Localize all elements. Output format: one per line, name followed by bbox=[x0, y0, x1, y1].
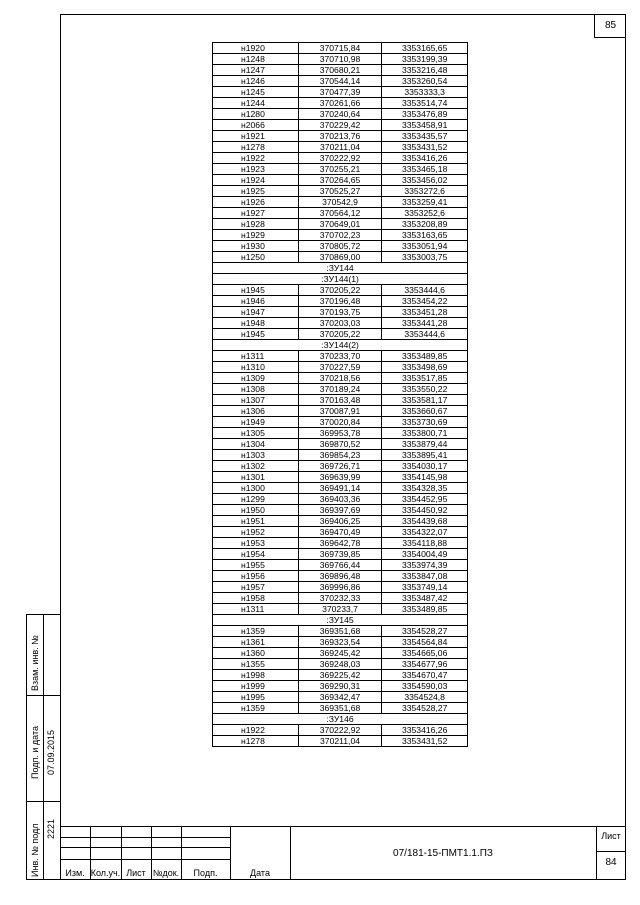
y-coordinate-cell: 3353051,94 bbox=[382, 241, 468, 252]
table-row bbox=[213, 571, 468, 582]
point-id-cell: н1995 bbox=[213, 692, 299, 703]
table-row bbox=[213, 637, 468, 648]
point-id-cell: н1926 bbox=[213, 197, 299, 208]
y-coordinate-cell: 3353879,44 bbox=[382, 439, 468, 450]
x-coordinate-cell: 369470,49 bbox=[298, 527, 382, 538]
x-coordinate-cell: 369642,78 bbox=[298, 538, 382, 549]
table-row bbox=[213, 692, 468, 703]
x-coordinate-cell: 370163,48 bbox=[298, 395, 382, 406]
x-coordinate-cell: 369351,68 bbox=[298, 703, 382, 714]
x-coordinate-cell: 370203,03 bbox=[298, 318, 382, 329]
y-coordinate-cell: 3353431,52 bbox=[382, 142, 468, 153]
point-id-cell: н1311 bbox=[213, 604, 299, 615]
point-id-cell: н1945 bbox=[213, 285, 299, 296]
point-id-cell: н1928 bbox=[213, 219, 299, 230]
point-id-cell: н1248 bbox=[213, 54, 299, 65]
table-row bbox=[213, 362, 468, 373]
x-coordinate-cell: 369896,48 bbox=[298, 571, 382, 582]
table-row bbox=[213, 296, 468, 307]
table-row bbox=[213, 648, 468, 659]
y-coordinate-cell: 3353252,6 bbox=[382, 208, 468, 219]
point-id-cell: н1246 bbox=[213, 76, 299, 87]
y-coordinate-cell: 3353454,22 bbox=[382, 296, 468, 307]
y-coordinate-cell: 3354590,03 bbox=[382, 681, 468, 692]
y-coordinate-cell: 3353441,28 bbox=[382, 318, 468, 329]
x-coordinate-cell: 370702,23 bbox=[298, 230, 382, 241]
x-coordinate-cell: 369351,68 bbox=[298, 626, 382, 637]
swap-label: Взам. инв. № bbox=[30, 635, 40, 691]
y-coordinate-cell: 3353333,3 bbox=[382, 87, 468, 98]
coordinates-table-body bbox=[213, 43, 468, 747]
table-row bbox=[213, 208, 468, 219]
x-coordinate-cell: 370193,75 bbox=[298, 307, 382, 318]
y-coordinate-cell: 3354528,27 bbox=[382, 626, 468, 637]
coordinates-table bbox=[212, 42, 468, 747]
table-row bbox=[213, 604, 468, 615]
x-coordinate-cell: 370869,00 bbox=[298, 252, 382, 263]
section-row bbox=[213, 263, 468, 274]
point-id-cell: н1950 bbox=[213, 505, 299, 516]
point-id-cell: н1949 bbox=[213, 417, 299, 428]
x-coordinate-cell: 369403,36 bbox=[298, 494, 382, 505]
sheet-number: 84 bbox=[605, 857, 617, 868]
table-row bbox=[213, 285, 468, 296]
table-row bbox=[213, 527, 468, 538]
x-coordinate-cell: 369854,23 bbox=[298, 450, 382, 461]
table-row bbox=[213, 219, 468, 230]
point-id-cell: н1948 bbox=[213, 318, 299, 329]
y-coordinate-cell: 3354677,96 bbox=[382, 659, 468, 670]
table-row bbox=[213, 87, 468, 98]
y-coordinate-cell: 3354452,95 bbox=[382, 494, 468, 505]
point-id-cell: н1307 bbox=[213, 395, 299, 406]
x-coordinate-cell: 370233,70 bbox=[298, 351, 382, 362]
y-coordinate-cell: 3354322,07 bbox=[382, 527, 468, 538]
table-row bbox=[213, 725, 468, 736]
y-coordinate-cell: 3353465,18 bbox=[382, 164, 468, 175]
x-coordinate-cell: 370710,98 bbox=[298, 54, 382, 65]
point-id-cell: н1280 bbox=[213, 109, 299, 120]
y-coordinate-cell: 3354564,84 bbox=[382, 637, 468, 648]
table-row bbox=[213, 406, 468, 417]
x-coordinate-cell: 369766,44 bbox=[298, 560, 382, 571]
y-coordinate-cell: 3353456,02 bbox=[382, 175, 468, 186]
x-coordinate-cell: 370680,21 bbox=[298, 65, 382, 76]
sign-label: Подп. и дата bbox=[30, 725, 40, 779]
x-coordinate-cell: 369739,85 bbox=[298, 549, 382, 560]
point-id-cell: н1250 bbox=[213, 252, 299, 263]
x-coordinate-cell: 369225,42 bbox=[298, 670, 382, 681]
point-id-cell: н1278 bbox=[213, 142, 299, 153]
y-coordinate-cell: 3353416,26 bbox=[382, 153, 468, 164]
point-id-cell: н1946 bbox=[213, 296, 299, 307]
point-id-cell: н1300 bbox=[213, 483, 299, 494]
y-coordinate-cell: 3353800,71 bbox=[382, 428, 468, 439]
point-id-cell: н1920 bbox=[213, 43, 299, 54]
x-coordinate-cell: 370233,7 bbox=[298, 604, 382, 615]
table-row bbox=[213, 472, 468, 483]
point-id-cell: н1921 bbox=[213, 131, 299, 142]
table-row bbox=[213, 318, 468, 329]
y-coordinate-cell: 3353435,57 bbox=[382, 131, 468, 142]
side-stamp bbox=[26, 614, 60, 880]
point-id-cell: н1299 bbox=[213, 494, 299, 505]
stamp-label-data: Дата bbox=[250, 868, 270, 878]
x-coordinate-cell: 370227,59 bbox=[298, 362, 382, 373]
table-row bbox=[213, 461, 468, 472]
title-block bbox=[60, 826, 626, 880]
point-id-cell: н1304 bbox=[213, 439, 299, 450]
y-coordinate-cell: 3353517,85 bbox=[382, 373, 468, 384]
point-id-cell: н1301 bbox=[213, 472, 299, 483]
x-coordinate-cell: 370542,9 bbox=[298, 197, 382, 208]
x-coordinate-cell: 369953,78 bbox=[298, 428, 382, 439]
x-coordinate-cell: 369726,71 bbox=[298, 461, 382, 472]
x-coordinate-cell: 369996,86 bbox=[298, 582, 382, 593]
table-row bbox=[213, 54, 468, 65]
section-row bbox=[213, 714, 468, 725]
point-id-cell: н1951 bbox=[213, 516, 299, 527]
section-row bbox=[213, 340, 468, 351]
y-coordinate-cell: 3353581,17 bbox=[382, 395, 468, 406]
stamp-label-koluch: Кол.уч. bbox=[90, 868, 121, 878]
point-id-cell: н1930 bbox=[213, 241, 299, 252]
x-coordinate-cell: 369639,99 bbox=[298, 472, 382, 483]
x-coordinate-cell: 370477,39 bbox=[298, 87, 382, 98]
table-row bbox=[213, 681, 468, 692]
y-coordinate-cell: 3354145,98 bbox=[382, 472, 468, 483]
x-coordinate-cell: 370213,76 bbox=[298, 131, 382, 142]
table-row bbox=[213, 373, 468, 384]
table-row bbox=[213, 439, 468, 450]
point-id-cell: н1310 bbox=[213, 362, 299, 373]
y-coordinate-cell: 3354670,47 bbox=[382, 670, 468, 681]
y-coordinate-cell: 3353272,6 bbox=[382, 186, 468, 197]
y-coordinate-cell: 3353451,28 bbox=[382, 307, 468, 318]
table-row bbox=[213, 186, 468, 197]
table-row bbox=[213, 142, 468, 153]
x-coordinate-cell: 370020,84 bbox=[298, 417, 382, 428]
point-id-cell: н1309 bbox=[213, 373, 299, 384]
x-coordinate-cell: 370189,24 bbox=[298, 384, 382, 395]
point-id-cell: н1355 bbox=[213, 659, 299, 670]
x-coordinate-cell: 370211,04 bbox=[298, 142, 382, 153]
x-coordinate-cell: 370205,22 bbox=[298, 285, 382, 296]
x-coordinate-cell: 370222,92 bbox=[298, 725, 382, 736]
point-id-cell: н1999 bbox=[213, 681, 299, 692]
x-coordinate-cell: 370196,48 bbox=[298, 296, 382, 307]
table-row bbox=[213, 516, 468, 527]
y-coordinate-cell: 3353847,08 bbox=[382, 571, 468, 582]
table-row bbox=[213, 131, 468, 142]
page-number-top: 85 bbox=[594, 14, 626, 38]
table-row bbox=[213, 670, 468, 681]
x-coordinate-cell: 370229,42 bbox=[298, 120, 382, 131]
point-id-cell: н1361 bbox=[213, 637, 299, 648]
table-row bbox=[213, 241, 468, 252]
sheet-label: Лист bbox=[601, 831, 621, 841]
y-coordinate-cell: 3353974,39 bbox=[382, 560, 468, 571]
table-row bbox=[213, 593, 468, 604]
point-id-cell: н1947 bbox=[213, 307, 299, 318]
point-id-cell: н1953 bbox=[213, 538, 299, 549]
table-row bbox=[213, 428, 468, 439]
point-id-cell: н1922 bbox=[213, 725, 299, 736]
y-coordinate-cell: 3353895,41 bbox=[382, 450, 468, 461]
y-coordinate-cell: 3354118,88 bbox=[382, 538, 468, 549]
point-id-cell: н1922 bbox=[213, 153, 299, 164]
table-row bbox=[213, 76, 468, 87]
point-id-cell: н1957 bbox=[213, 582, 299, 593]
table-row bbox=[213, 395, 468, 406]
section-title: :ЗУ144(1) bbox=[213, 274, 468, 285]
x-coordinate-cell: 369245,42 bbox=[298, 648, 382, 659]
y-coordinate-cell: 3353458,91 bbox=[382, 120, 468, 131]
inv-value: 2221 bbox=[46, 818, 56, 839]
y-coordinate-cell: 3353259,41 bbox=[382, 197, 468, 208]
table-row bbox=[213, 65, 468, 76]
y-coordinate-cell: 3353730,69 bbox=[382, 417, 468, 428]
section-title: :ЗУ146 bbox=[213, 714, 468, 725]
table-row bbox=[213, 109, 468, 120]
x-coordinate-cell: 370222,92 bbox=[298, 153, 382, 164]
table-row bbox=[213, 384, 468, 395]
table-row bbox=[213, 417, 468, 428]
point-id-cell: н1952 bbox=[213, 527, 299, 538]
table-row bbox=[213, 351, 468, 362]
y-coordinate-cell: 3354665,06 bbox=[382, 648, 468, 659]
point-id-cell: н1302 bbox=[213, 461, 299, 472]
y-coordinate-cell: 3353476,89 bbox=[382, 109, 468, 120]
stamp-label-podp: Подп. bbox=[193, 868, 218, 878]
section-title: :ЗУ144 bbox=[213, 263, 468, 274]
table-row bbox=[213, 230, 468, 241]
point-id-cell: н1305 bbox=[213, 428, 299, 439]
table-row bbox=[213, 538, 468, 549]
stamp-label-ndok: №док. bbox=[152, 868, 180, 878]
table-row bbox=[213, 703, 468, 714]
point-id-cell: н1306 bbox=[213, 406, 299, 417]
table-row bbox=[213, 98, 468, 109]
table-row bbox=[213, 329, 468, 340]
x-coordinate-cell: 370218,56 bbox=[298, 373, 382, 384]
y-coordinate-cell: 3353489,85 bbox=[382, 604, 468, 615]
point-id-cell: н1360 bbox=[213, 648, 299, 659]
x-coordinate-cell: 370525,27 bbox=[298, 186, 382, 197]
stamp-label-list: Лист bbox=[126, 868, 146, 878]
document-code: 07/181-15-ПМТ1.1.ПЗ bbox=[393, 848, 493, 859]
stamp-label-izm: Изм. bbox=[65, 868, 85, 878]
y-coordinate-cell: 3354528,27 bbox=[382, 703, 468, 714]
table-row bbox=[213, 43, 468, 54]
table-row bbox=[213, 483, 468, 494]
x-coordinate-cell: 370232,33 bbox=[298, 593, 382, 604]
y-coordinate-cell: 3354030,17 bbox=[382, 461, 468, 472]
y-coordinate-cell: 3353749,14 bbox=[382, 582, 468, 593]
y-coordinate-cell: 3353165,65 bbox=[382, 43, 468, 54]
x-coordinate-cell: 369323,54 bbox=[298, 637, 382, 648]
y-coordinate-cell: 3353431,52 bbox=[382, 736, 468, 747]
table-row bbox=[213, 549, 468, 560]
point-id-cell: н1278 bbox=[213, 736, 299, 747]
point-id-cell: н1359 bbox=[213, 626, 299, 637]
x-coordinate-cell: 370205,22 bbox=[298, 329, 382, 340]
table-row bbox=[213, 175, 468, 186]
table-row bbox=[213, 659, 468, 670]
x-coordinate-cell: 369491,14 bbox=[298, 483, 382, 494]
y-coordinate-cell: 3353216,48 bbox=[382, 65, 468, 76]
table-row bbox=[213, 450, 468, 461]
point-id-cell: н1956 bbox=[213, 571, 299, 582]
point-id-cell: н1923 bbox=[213, 164, 299, 175]
x-coordinate-cell: 370564,12 bbox=[298, 208, 382, 219]
inv-label: Инв. № подл bbox=[30, 823, 40, 877]
table-row bbox=[213, 494, 468, 505]
x-coordinate-cell: 369290,31 bbox=[298, 681, 382, 692]
section-title: :ЗУ145 bbox=[213, 615, 468, 626]
table-row bbox=[213, 307, 468, 318]
x-coordinate-cell: 370715,84 bbox=[298, 43, 382, 54]
point-id-cell: н1308 bbox=[213, 384, 299, 395]
y-coordinate-cell: 3354439,68 bbox=[382, 516, 468, 527]
y-coordinate-cell: 3353199,39 bbox=[382, 54, 468, 65]
point-id-cell: н1998 bbox=[213, 670, 299, 681]
y-coordinate-cell: 3353489,85 bbox=[382, 351, 468, 362]
y-coordinate-cell: 3353660,67 bbox=[382, 406, 468, 417]
y-coordinate-cell: 3354524,8 bbox=[382, 692, 468, 703]
point-id-cell: н1311 bbox=[213, 351, 299, 362]
y-coordinate-cell: 3354450,92 bbox=[382, 505, 468, 516]
y-coordinate-cell: 3353003,75 bbox=[382, 252, 468, 263]
table-row bbox=[213, 164, 468, 175]
x-coordinate-cell: 369248,03 bbox=[298, 659, 382, 670]
point-id-cell: н1927 bbox=[213, 208, 299, 219]
table-row bbox=[213, 197, 468, 208]
section-row bbox=[213, 615, 468, 626]
y-coordinate-cell: 3353416,26 bbox=[382, 725, 468, 736]
table-row bbox=[213, 560, 468, 571]
x-coordinate-cell: 370240,64 bbox=[298, 109, 382, 120]
table-row bbox=[213, 626, 468, 637]
point-id-cell: н2066 bbox=[213, 120, 299, 131]
point-id-cell: н1954 bbox=[213, 549, 299, 560]
x-coordinate-cell: 369397,69 bbox=[298, 505, 382, 516]
x-coordinate-cell: 370805,72 bbox=[298, 241, 382, 252]
table-row bbox=[213, 120, 468, 131]
x-coordinate-cell: 370261,66 bbox=[298, 98, 382, 109]
y-coordinate-cell: 3354328,35 bbox=[382, 483, 468, 494]
table-row bbox=[213, 153, 468, 164]
point-id-cell: н1955 bbox=[213, 560, 299, 571]
point-id-cell: н1247 bbox=[213, 65, 299, 76]
section-title: :ЗУ144(2) bbox=[213, 340, 468, 351]
point-id-cell: н1929 bbox=[213, 230, 299, 241]
x-coordinate-cell: 370255,21 bbox=[298, 164, 382, 175]
sign-date: 07.09.2015 bbox=[46, 729, 56, 775]
x-coordinate-cell: 370087,91 bbox=[298, 406, 382, 417]
table-row bbox=[213, 582, 468, 593]
table-row bbox=[213, 505, 468, 516]
x-coordinate-cell: 370544,14 bbox=[298, 76, 382, 87]
point-id-cell: н1958 bbox=[213, 593, 299, 604]
point-id-cell: н1945 bbox=[213, 329, 299, 340]
point-id-cell: н1924 bbox=[213, 175, 299, 186]
y-coordinate-cell: 3353550,22 bbox=[382, 384, 468, 395]
x-coordinate-cell: 369870,52 bbox=[298, 439, 382, 450]
y-coordinate-cell: 3353444,6 bbox=[382, 285, 468, 296]
x-coordinate-cell: 370264,65 bbox=[298, 175, 382, 186]
y-coordinate-cell: 3353444,6 bbox=[382, 329, 468, 340]
point-id-cell: н1245 bbox=[213, 87, 299, 98]
y-coordinate-cell: 3354004,49 bbox=[382, 549, 468, 560]
y-coordinate-cell: 3353514,74 bbox=[382, 98, 468, 109]
point-id-cell: н1303 bbox=[213, 450, 299, 461]
table-row bbox=[213, 252, 468, 263]
y-coordinate-cell: 3353487,42 bbox=[382, 593, 468, 604]
y-coordinate-cell: 3353163,65 bbox=[382, 230, 468, 241]
point-id-cell: н1925 bbox=[213, 186, 299, 197]
y-coordinate-cell: 3353208,89 bbox=[382, 219, 468, 230]
table-row bbox=[213, 736, 468, 747]
point-id-cell: н1244 bbox=[213, 98, 299, 109]
x-coordinate-cell: 370211,04 bbox=[298, 736, 382, 747]
y-coordinate-cell: 3353260,54 bbox=[382, 76, 468, 87]
x-coordinate-cell: 369342,47 bbox=[298, 692, 382, 703]
point-id-cell: н1359 bbox=[213, 703, 299, 714]
y-coordinate-cell: 3353498,69 bbox=[382, 362, 468, 373]
x-coordinate-cell: 370649,01 bbox=[298, 219, 382, 230]
section-row bbox=[213, 274, 468, 285]
x-coordinate-cell: 369406,25 bbox=[298, 516, 382, 527]
